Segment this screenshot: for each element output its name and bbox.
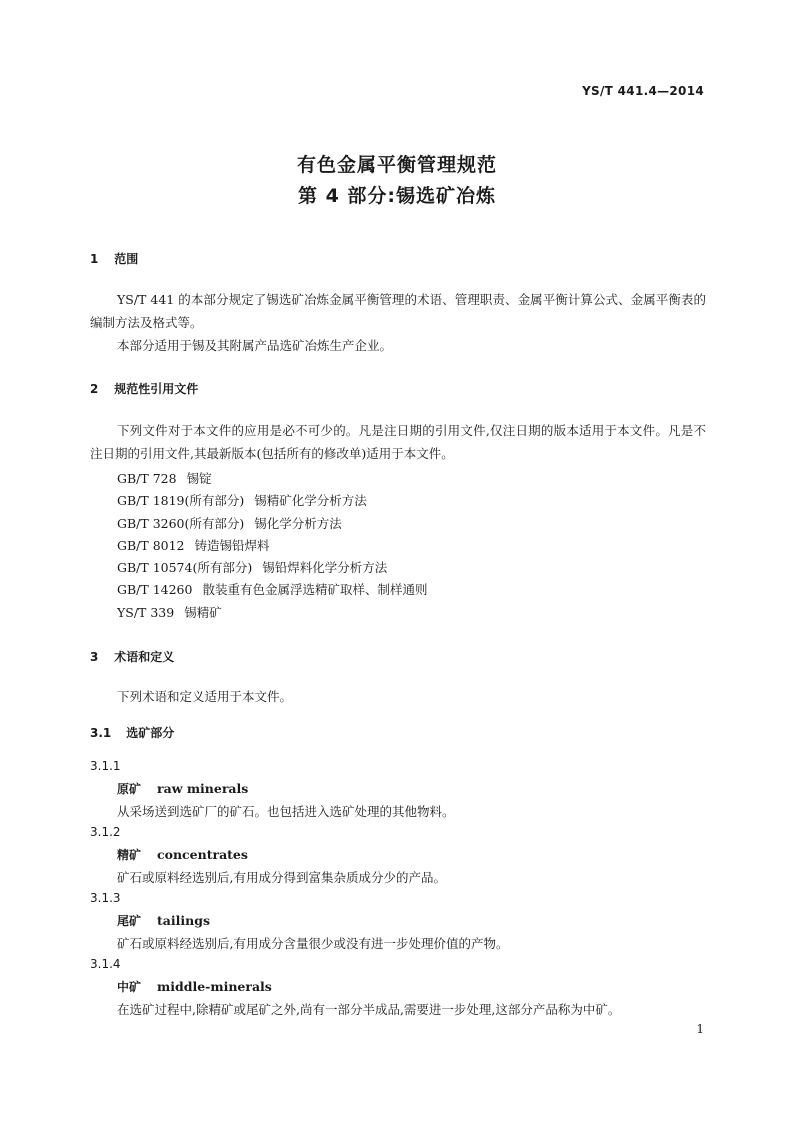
section-number: 3: [90, 650, 99, 664]
reference-code: GB/T 728: [117, 471, 177, 486]
term-entry: [117, 846, 248, 863]
reference-name: 铸造锡铅焊料: [194, 538, 270, 553]
term-english: middle-minerals: [157, 979, 272, 994]
reference-code: GB/T 10574(所有部分): [117, 560, 253, 575]
reference-code: GB/T 14260: [117, 582, 193, 597]
section-3-intro: 下列术语和定义适用于本文件。: [117, 689, 293, 704]
section-2-heading: [90, 380, 198, 397]
term-chinese: 精矿: [117, 848, 142, 862]
reference-item: [117, 469, 212, 487]
subsection-title: 选矿部分: [126, 726, 175, 740]
reference-name: 散装重有色金属浮选精矿取样、制样通则: [202, 582, 428, 597]
reference-code: GB/T 8012: [117, 538, 185, 553]
term-entry: [117, 978, 272, 995]
reference-name: 锡化学分析方法: [254, 516, 342, 531]
section-1-paragraph-1: YS/T 441 的本部分规定了锡选矿冶炼金属平衡管理的术语、管理职责、金属平衡计算公式、金属平衡表的编制方法及格式等。: [90, 292, 706, 330]
section-3-heading: [90, 648, 174, 665]
term-chinese: 中矿: [117, 980, 142, 994]
term-definition: 矿石或原料经选别后,有用成分得到富集杂质成分少的产品。: [117, 870, 446, 885]
section-title: 规范性引用文件: [114, 382, 199, 396]
term-english: concentrates: [157, 847, 248, 862]
section-2-intro: 下列文件对于本文件的应用是必不可少的。凡是注日期的引用文件,仅注日期的版本适用于本文件。凡是不注日期的引用文件,其最新版本(包括所有的修改单)适用于本文件。: [90, 423, 706, 461]
section-number: 1: [90, 252, 99, 266]
reference-name: 锡精矿: [184, 605, 222, 620]
reference-code: YS/T 339: [117, 605, 175, 620]
term-number: 3.1.1: [90, 759, 121, 773]
reference-item: [117, 514, 342, 532]
term-english: tailings: [157, 913, 211, 928]
term-number: 3.1.4: [90, 957, 121, 971]
term-english: raw minerals: [157, 781, 249, 796]
term-entry: [117, 780, 248, 797]
subsection-3-1-heading: [90, 724, 174, 741]
term-definition: 矿石或原料经选别后,有用成分含量很少或没有进一步处理价值的产物。: [117, 936, 509, 951]
document-subtitle: 第 4 部分:锡选矿冶炼: [297, 185, 497, 207]
reference-item: [117, 603, 222, 621]
term-number: 3.1.2: [90, 825, 121, 839]
section-1-heading: [90, 250, 138, 267]
reference-name: 锡精矿化学分析方法: [254, 493, 367, 508]
term-number: 3.1.3: [90, 891, 121, 905]
section-1-paragraph-2: 本部分适用于锡及其附属产品选矿冶炼生产企业。: [117, 338, 393, 353]
standard-number: YS/T 441.4—2014: [582, 84, 704, 98]
subsection-number: 3.1: [90, 726, 112, 740]
page-number: 1: [696, 1022, 704, 1036]
section-title: 术语和定义: [114, 650, 175, 664]
document-title: 有色金属平衡管理规范: [296, 154, 497, 176]
term-chinese: 原矿: [117, 782, 142, 796]
reference-item: [117, 580, 427, 598]
reference-code: GB/T 1819(所有部分): [117, 493, 245, 508]
reference-item: [117, 558, 387, 576]
term-definition: 从采场送到选矿厂的矿石。也包括进入选矿处理的其他物料。: [117, 804, 455, 819]
reference-item: [117, 536, 270, 554]
term-chinese: 尾矿: [117, 914, 142, 928]
reference-item: [117, 491, 367, 509]
section-number: 2: [90, 382, 99, 396]
reference-name: 锡锭: [186, 471, 212, 486]
reference-name: 锡铅焊料化学分析方法: [262, 560, 388, 575]
term-entry: [117, 912, 210, 929]
term-definition: 在选矿过程中,除精矿或尾矿之外,尚有一部分半成品,需要进一步处理,这部分产品称为中矿。: [117, 1002, 621, 1017]
section-title: 范围: [114, 252, 139, 266]
reference-code: GB/T 3260(所有部分): [117, 516, 245, 531]
